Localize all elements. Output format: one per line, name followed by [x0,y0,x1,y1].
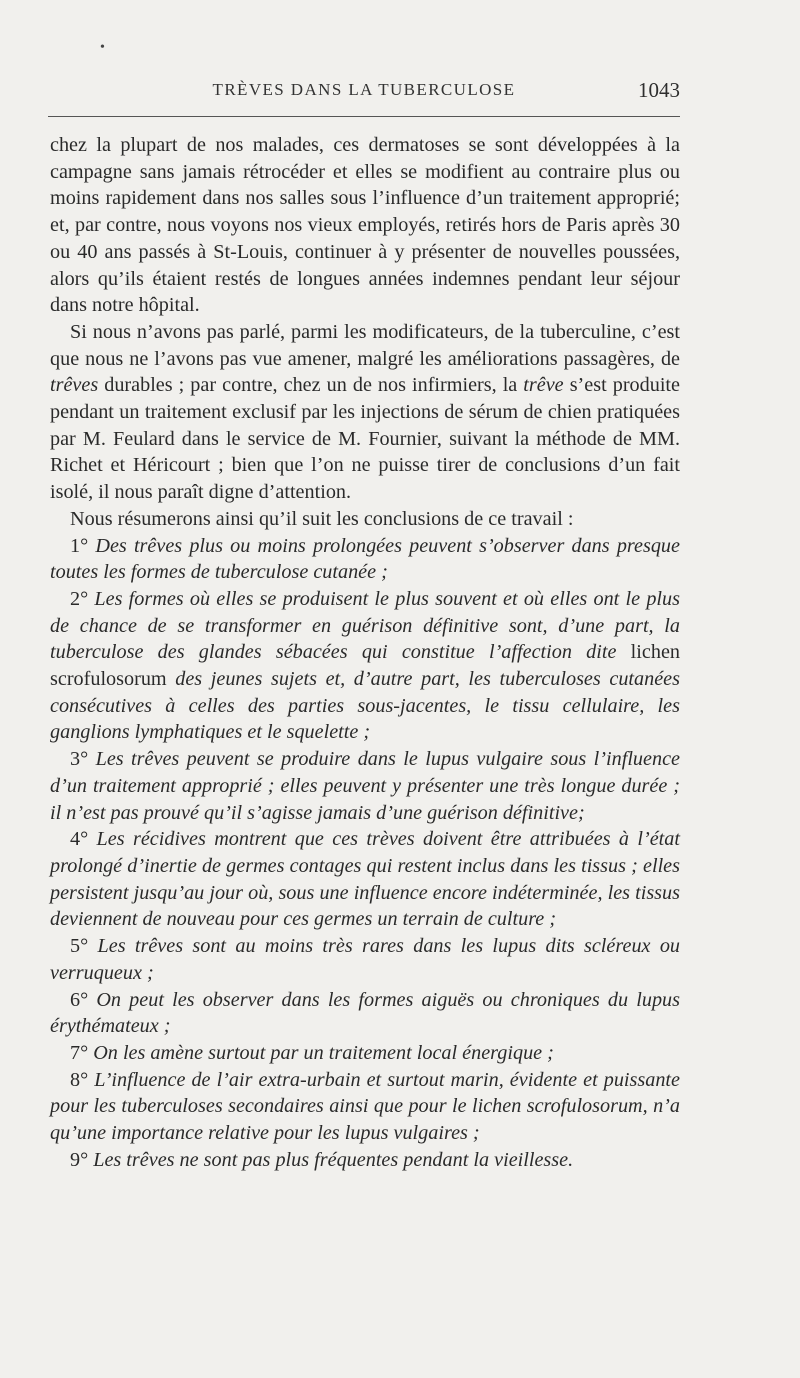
print-speck: • [100,40,105,55]
text-run: s’est produite pendant un traitement exclusif par les injections de sérum de chien pratiquées par M. Feulard dans le service de M. Fournier, suivant la méthode de MM. Richet et Héricourt ; bien que l’on ne puisse tirer de conclusions d’un fait isolé, il nous paraît digne d’attention. [50,374,680,504]
italic-text: On peut les observer dans les formes aiguës ou chroniques du lupus érythémateux ; [50,988,681,1038]
italic-text: L’influence de l’air extra-urbain et surtout marin, évidente et puissante pour les tuberculoses secondaires ainsi que pour le lichen scrofulosorum, n’a qu’une importance relative pour les lupus vulgaires ; [50,1068,680,1145]
italic-text: trêve [523,374,564,397]
italic-text: Les trêves ne sont pas plus fréquentes pendant la vieillesse. [93,1148,574,1171]
italic-text: Des trêves plus ou moins prolongées peuvent s’observer dans presque toutes les formes de tuberculose cutanée ; [50,534,680,584]
text-run: 5° [70,935,98,958]
paragraph [50,826,680,933]
text-run: 8° [70,1068,95,1091]
italic-text: Les formes où elles se produisent le plus souvent et où elles ont le plus de chance de se transformer en guérison définitive sont, d’une part, la tuberculose des glandes sébacées qui constitue l’affection dite [50,587,680,664]
text-run: Nous résumerons ainsi qu’il suit les conclusions de ce travail : [70,507,574,530]
text-run: 1° [70,534,96,557]
paragraph [50,1040,680,1067]
paragraph [50,933,680,986]
running-title: TRÈVES DANS LA TUBERCULOSE [212,80,516,99]
paragraph [50,987,680,1040]
body-text [50,132,680,1173]
paragraph [50,746,680,826]
paragraph [50,319,680,506]
paragraph [50,132,680,319]
italic-text: trêves [50,374,99,397]
text-run: durables ; par contre, chez un de nos infirmiers, la [98,374,524,397]
text-run: Si nous n’avons pas parlé, parmi les modificateurs, de la tuberculine, c’est que nous ne l’avons pas vue amener, malgré les améliorations passagères, de [50,320,680,370]
paragraph [50,1067,680,1147]
page-number: 1043 [638,78,680,102]
italic-text: On les amène surtout par un traitement local énergique ; [93,1041,554,1064]
text-run: 4° [70,828,97,851]
italic-text: des jeunes sujets et, d’autre part, les tuberculoses cutanées consécutives à celles des parties sous-jacentes, le tissu cellulaire, les ganglions lymphatiques et le squelette ; [50,668,680,744]
text-run: 9° [70,1148,94,1171]
text-run: 7° [70,1041,94,1064]
header-rule [48,116,680,117]
paragraph [50,506,680,533]
text-run: lichen scrofulosorum [50,641,680,691]
text-run: chez la plupart de nos malades, ces dermatoses se sont développées à la campagne sans jamais rétrocéder et elles se modifient au contraire plus ou moins rapidement dans nos salles sous l’influence d’un traitement approprié; et, par contre, nous voyons nos vieux employés, retirés hors de Paris après 30 ou 40 ans passés à St-Louis, continuer à y présenter de nouvelles poussées, alors qu’ils étaient restés de longues années indemnes pendant leur séjour dans notre hôpital. [50,134,680,317]
text-run: 6° [70,988,97,1011]
running-header [48,80,680,106]
text-run: 3° [70,748,96,771]
paragraph [50,586,680,746]
italic-text: Les trêves sont au moins très rares dans les lupus dits scléreux ou verruqueux ; [50,935,681,984]
text-run: 2° [70,587,95,610]
paragraph [50,1147,680,1174]
italic-text: Les trêves peuvent se produire dans le lupus vulgaire sous l’influence d’un traitement approprié ; elles peuvent y présenter une très longue durée ; il n’est pas prouvé qu’il s’agisse jamais d’une guérison définitive; [50,748,680,824]
italic-text: Les récidives montrent que ces trèves doivent être attribuées à l’état prolongé d’inertie de germes contages qui restent inclus dans les tissus ; elles persistent jusqu’au jour où, sous une influence encore indéterminée, les tissus deviennent de nouveau pour ces germes un terrain de culture ; [50,828,680,931]
paragraph [50,533,680,586]
